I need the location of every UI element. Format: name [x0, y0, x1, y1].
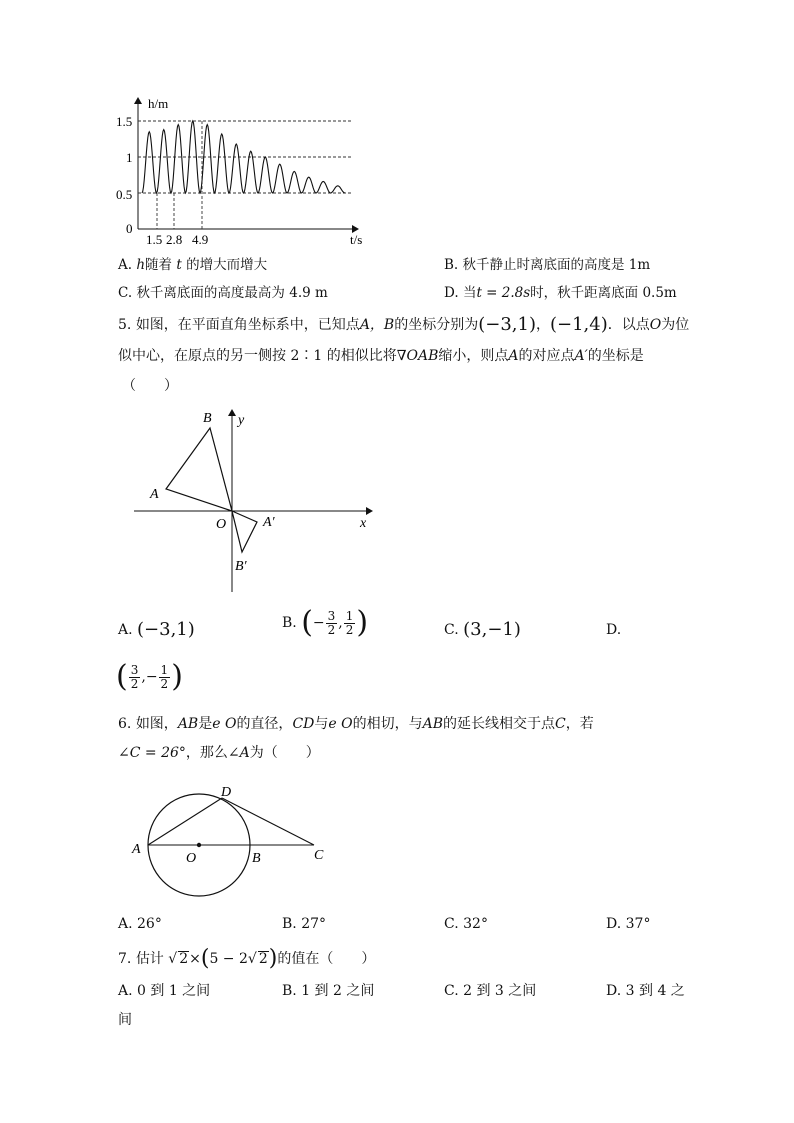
stem-text: 似中心，在原点的另一侧按 2∶1 的相似比将 [118, 348, 397, 364]
times-sign: × [189, 951, 201, 967]
q5-coordinate-figure [128, 404, 378, 596]
option-text: 2 到 3 之间 [463, 983, 537, 999]
option-letter: D. [606, 983, 622, 999]
point-a: A [508, 348, 519, 364]
neg-sign: − [312, 615, 325, 631]
option-text: 1 到 2 之间 [301, 983, 375, 999]
label-o: O [216, 517, 227, 532]
segment-cd: CD [292, 716, 315, 732]
option-letter: C. [444, 622, 459, 638]
var-t: t [176, 257, 182, 273]
q5-stem-line-2 [118, 346, 644, 366]
line-dc [222, 798, 314, 845]
points-ab: A，B [359, 317, 395, 333]
fraction: $\frac{1}{2}$ [345, 608, 354, 637]
question-number: 6. [118, 716, 132, 732]
q7-option-b[interactable] [282, 981, 374, 1001]
y-tick-label: 0.5 [116, 187, 133, 202]
q7-option-d-wrap: 间 [118, 1012, 132, 1028]
q5-option-b[interactable]: B. (− $\frac{3}{2}$ , $\frac{1}{2}$ ) [282, 605, 369, 640]
circle-o: e O [328, 716, 353, 732]
coord-b: (−1,4) [549, 314, 608, 335]
point-o: O [649, 317, 662, 333]
q7-option-c[interactable] [444, 981, 536, 1001]
option-letter: A. [118, 916, 133, 932]
option-letter: A. [118, 257, 133, 273]
stem-text: 的相切，与 [352, 716, 423, 732]
stem-text: 的坐标是 [587, 348, 644, 364]
option-value: 26° [137, 916, 162, 932]
option-text: 随着 [145, 257, 173, 273]
option-letter: D. [606, 916, 622, 932]
radicand: 2 [179, 951, 189, 967]
stem-text: 的直径， [236, 716, 293, 732]
segment-ab: AB [177, 716, 199, 732]
stem-text: 的延长线相交于点 [443, 716, 555, 732]
angle-a: ∠A [227, 745, 250, 761]
option-letter: B. [282, 615, 297, 631]
stem-text: 的对应点 [518, 348, 575, 364]
option-text: 秋千离底面的高度最高为 4.9 m [136, 285, 328, 301]
paren-left: ( [200, 946, 210, 971]
stem-text: 是 [198, 716, 213, 732]
label-y: y [238, 413, 245, 428]
stem-text: 的坐标分别为 [394, 317, 479, 333]
triangle-oa2b2 [232, 511, 257, 552]
radicand: 2 [258, 951, 268, 967]
q6-option-c[interactable] [444, 914, 488, 934]
label-b: B [252, 851, 261, 866]
x-tick-label: 2.8 [166, 232, 183, 247]
q4-option-c[interactable] [118, 284, 328, 302]
option-letter: A. [118, 983, 133, 999]
label-b-prime: B′ [235, 559, 247, 574]
q6-option-d[interactable] [606, 914, 650, 934]
expression: 5 − 2 [209, 951, 248, 967]
swing-height-chart [112, 92, 412, 252]
x-axis-label: t/s [350, 232, 363, 247]
sqrt-icon: √ [168, 951, 178, 967]
label-o: O [186, 851, 197, 866]
question-number: 5. [118, 317, 132, 333]
q5-answer-blank: （ ） [122, 378, 178, 394]
fraction: $\frac{1}{2}$ [160, 662, 169, 691]
q5-option-a[interactable] [118, 620, 195, 640]
center-dot [197, 843, 201, 847]
var-h: h [136, 257, 146, 273]
q4-option-b[interactable] [444, 256, 650, 274]
stem-text: 为（ ） [249, 745, 320, 761]
y-tick-label: 1.5 [116, 114, 133, 129]
q7-option-a[interactable] [118, 981, 210, 1001]
option-text: 3 到 4 之 [625, 983, 685, 999]
q5-option-d-value[interactable]: ( $\frac{3}{2}$ ,− $\frac{1}{2}$ ) [116, 659, 183, 694]
option-value: 32° [463, 916, 488, 932]
stem-text: ，那么 [185, 745, 228, 761]
point-a-prime: A′ [574, 348, 588, 364]
option-letter: C. [444, 916, 459, 932]
option-text: 的增大而增大 [186, 257, 268, 273]
label-c: C [314, 848, 324, 863]
stem-text: 为位 [661, 317, 690, 333]
option-letter: B. [282, 916, 297, 932]
y-axis-label: h/m [148, 96, 169, 111]
label-d: D [221, 785, 232, 800]
segment-ab: AB [422, 716, 443, 732]
option-value: (−3,1) [137, 619, 195, 640]
stem-text: ．以点 [607, 317, 650, 333]
q5-stem-line-1 [118, 315, 689, 335]
paren-right: ) [171, 659, 183, 694]
point-c: C [555, 716, 566, 732]
triangle-oab [166, 428, 232, 511]
stem-text: 如图，在平面直角坐标系中，已知点 [135, 317, 360, 333]
q6-option-a[interactable] [118, 914, 162, 934]
option-text: 时，秋千距离底面 0.5m [530, 285, 677, 301]
question-number: 7. [118, 951, 132, 967]
stem-text: 的值在（ ） [277, 951, 376, 967]
option-letter: B. [444, 257, 459, 273]
option-letter: A. [118, 622, 133, 638]
option-value: (3,−1) [463, 619, 521, 640]
stem-text: ， [535, 317, 550, 333]
q6-circle-figure [128, 782, 338, 900]
option-letter: B. [282, 983, 297, 999]
x-tick-label: 1.5 [146, 232, 163, 247]
equation: t = 2.8s [476, 285, 531, 301]
origin-label: 0 [126, 221, 133, 236]
q6-stem-line-1 [118, 714, 594, 734]
label-x: x [360, 516, 367, 531]
fraction: $\frac{3}{2}$ [130, 662, 139, 691]
option-value: 27° [301, 916, 327, 932]
angle-c: ∠C = 26° [118, 745, 186, 761]
q6-option-b[interactable] [282, 914, 326, 934]
paren-right: ) [268, 946, 278, 971]
label-a-prime: A′ [263, 515, 275, 530]
option-text: 0 到 1 之间 [137, 983, 211, 999]
stem-text: 缩小，则点 [438, 348, 509, 364]
q4-option-d[interactable] [444, 284, 677, 302]
q4-option-a[interactable] [118, 256, 267, 274]
label-b: B [203, 411, 212, 426]
option-value: 37° [625, 916, 651, 932]
stem-text: 估计 [135, 951, 164, 967]
q5-option-d[interactable] [606, 620, 621, 640]
option-letter: D. [444, 285, 459, 301]
stem-text: 如图， [135, 716, 178, 732]
option-text: 当 [462, 285, 477, 301]
q5-option-c[interactable] [444, 620, 521, 640]
stem-text: ，若 [565, 716, 594, 732]
x-tick-label: 4.9 [192, 232, 209, 247]
q7-option-d[interactable] [606, 981, 685, 1001]
neg-sign: − [145, 669, 158, 685]
circle-o: e O [212, 716, 237, 732]
option-letter: C. [118, 285, 133, 301]
label-a: A [150, 487, 159, 502]
stem-text: 与 [314, 716, 329, 732]
q6-stem-line-2 [118, 743, 320, 763]
y-tick-label: 1 [126, 150, 133, 165]
sqrt-icon: √ [247, 951, 257, 967]
q7-stem [118, 944, 375, 974]
paren-right: ) [356, 605, 369, 640]
option-letter: C. [444, 983, 459, 999]
line-ad [148, 798, 222, 845]
coord-a: (−3,1) [478, 314, 536, 335]
fraction: $\frac{3}{2}$ [327, 608, 336, 637]
triangle-oab: ∇OAB [396, 348, 439, 364]
paren-left: ( [116, 659, 128, 694]
option-letter: D. [606, 622, 622, 638]
option-text: 秋千静止时离底面的高度是 1m [462, 257, 651, 273]
label-a: A [132, 842, 141, 857]
paren-left: ( [301, 605, 313, 640]
